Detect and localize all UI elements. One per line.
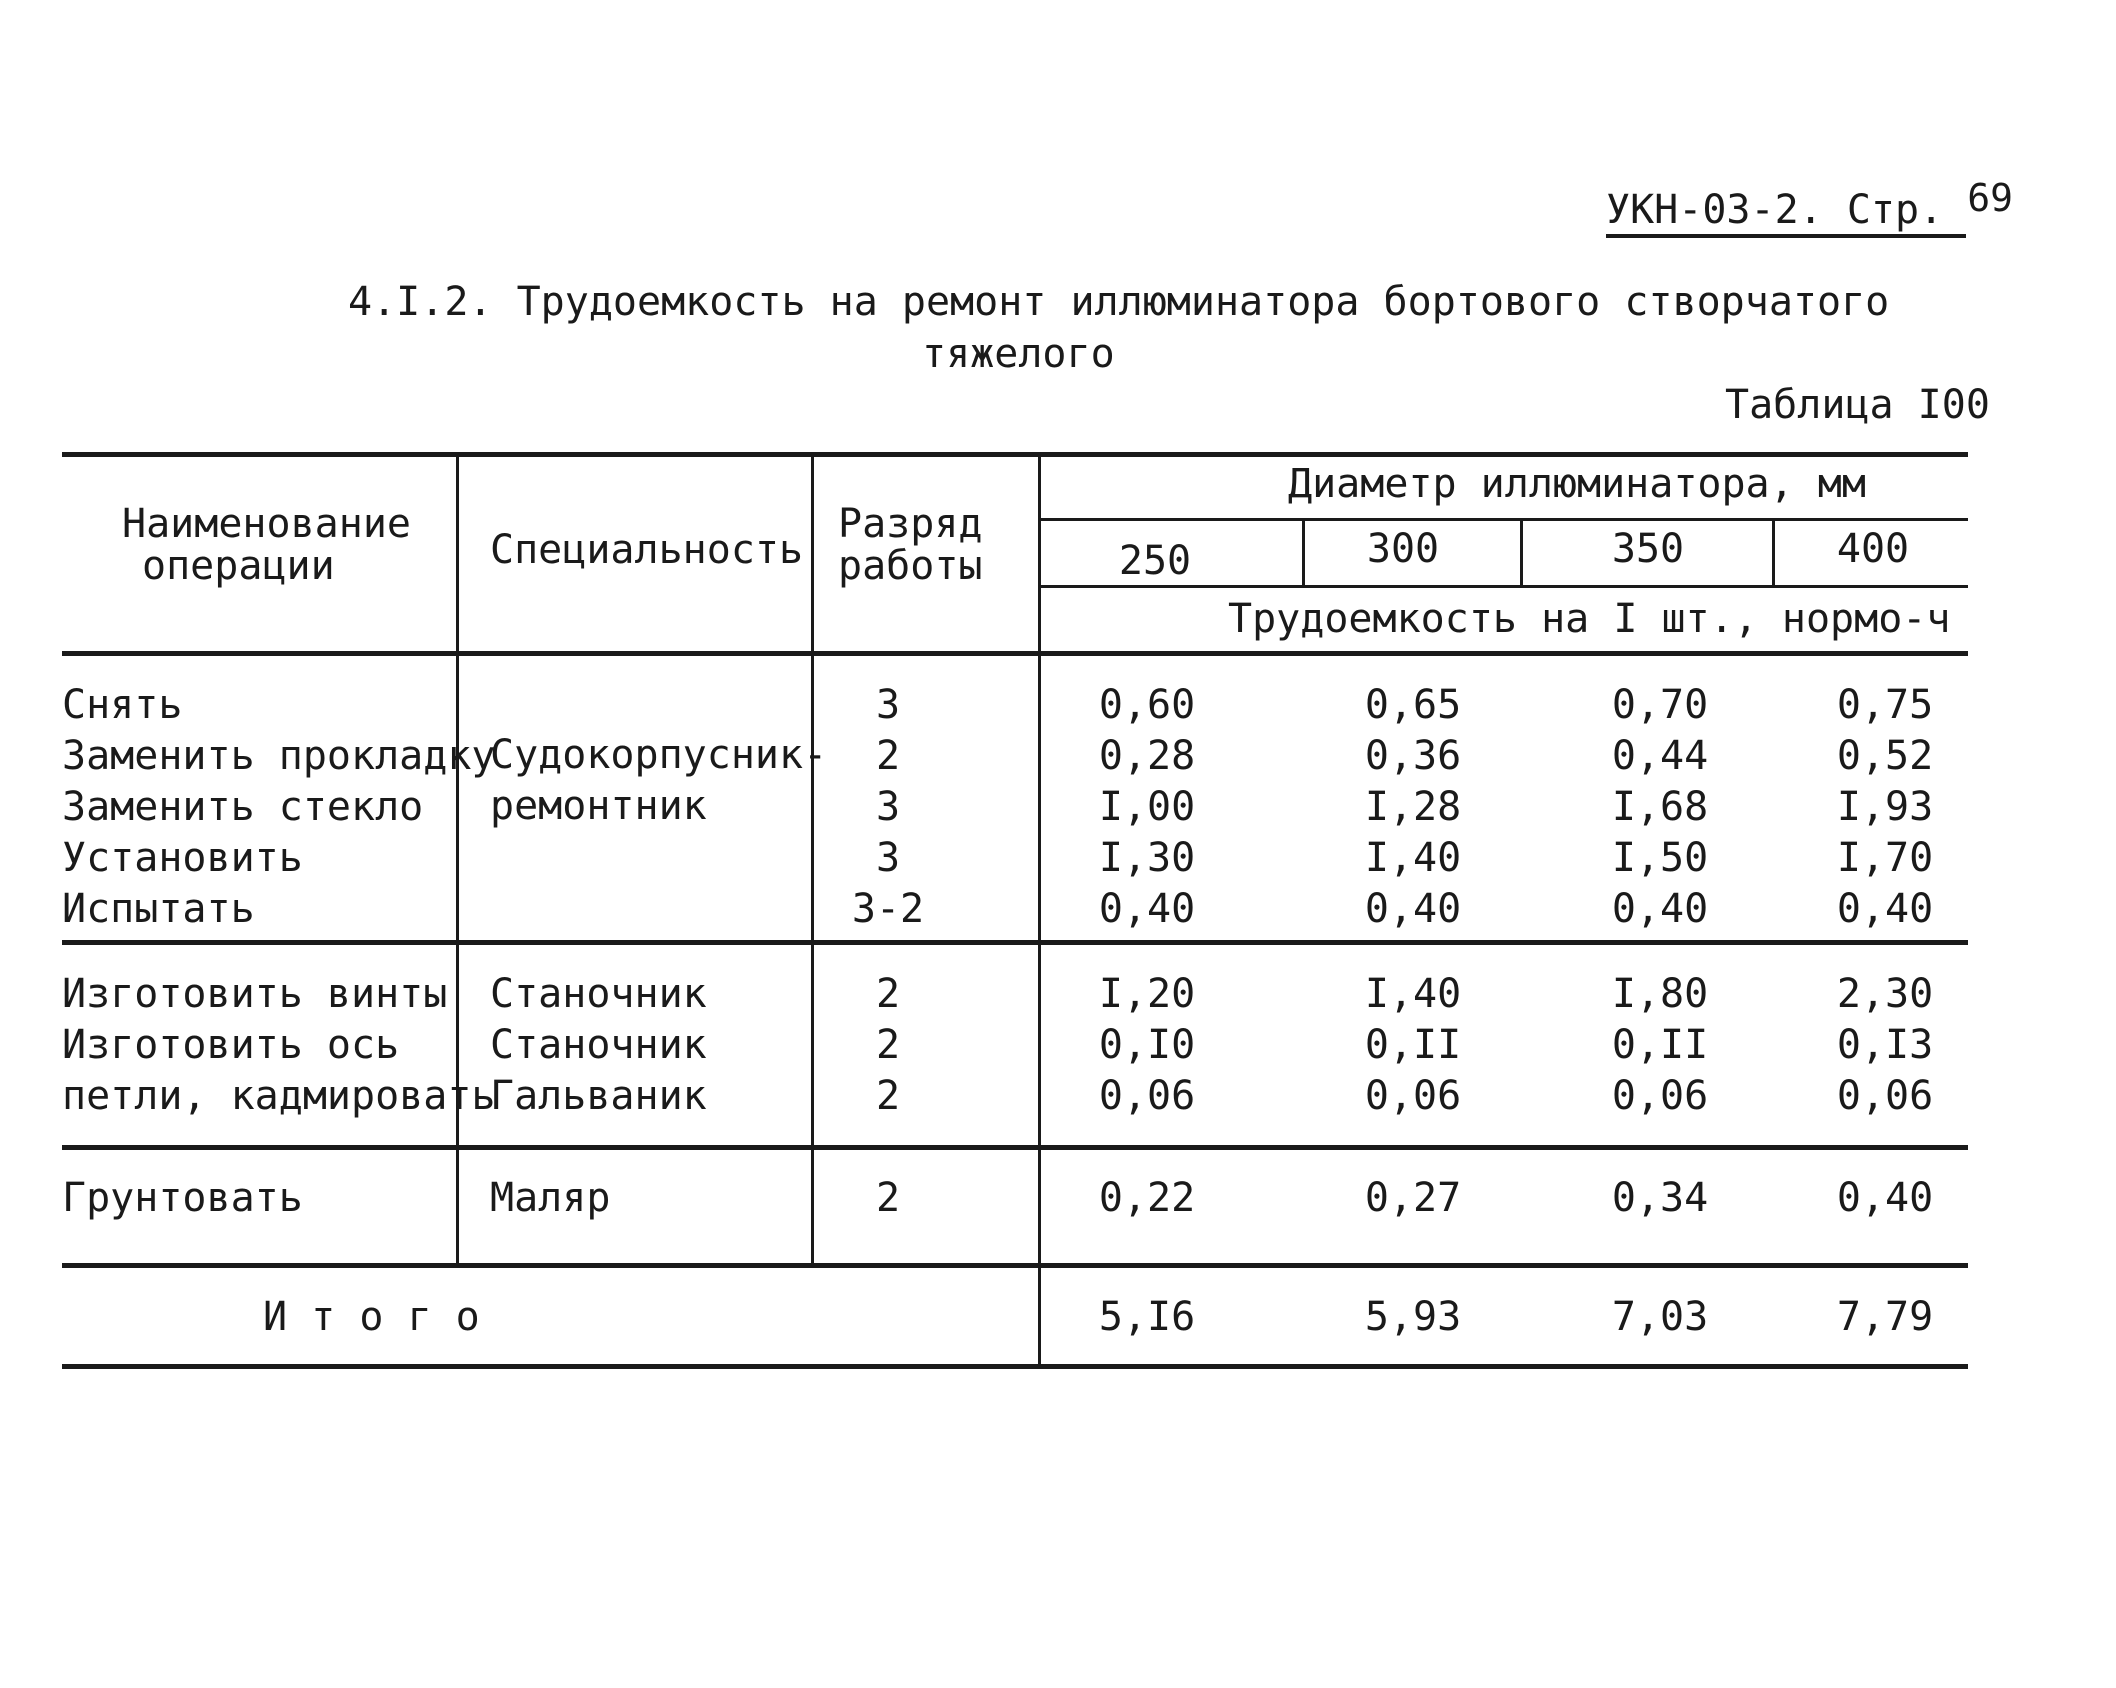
page-number: 69: [1967, 176, 2014, 220]
total-value-400: 7,79: [1836, 1294, 1934, 1340]
header-diameter-250: 250: [1118, 538, 1192, 584]
value-cell-350: 0,44: [1611, 733, 1709, 779]
operation-column-divider: [456, 452, 459, 1263]
header-grade-line-2: работы: [838, 543, 983, 589]
diameter-divider-2: [1520, 518, 1523, 585]
diameter-group-rule: [1040, 518, 1968, 521]
page-reference: [1606, 176, 2014, 233]
table-label: Таблица I00: [1725, 382, 1990, 428]
grade-cell: 2: [875, 1022, 901, 1068]
value-cell-300: I,28: [1364, 784, 1462, 830]
operation-cell: Заменить прокладку: [62, 733, 496, 779]
header-operation-line-2: операции: [142, 543, 335, 589]
value-cell-400: I,70: [1836, 835, 1934, 881]
value-cell-250: I,20: [1098, 971, 1196, 1017]
value-cell-400: 0,I3: [1836, 1022, 1934, 1068]
table-top-rule: [62, 452, 1968, 457]
specialty-cell-line-1: Судокорпусник-: [490, 732, 828, 778]
value-cell-300: 0,27: [1364, 1175, 1462, 1221]
value-cell-350: I,68: [1611, 784, 1709, 830]
section-title-line-1: 4.I.2. Трудоемкость на ремонт иллюминатора бортового створчатого: [348, 279, 1890, 325]
header-unit-row: Трудоемкость на I шт., нормо-ч: [1228, 596, 1951, 642]
value-cell-400: 0,06: [1836, 1073, 1934, 1119]
grade-cell: 3-2: [851, 886, 925, 932]
value-cell-300: 0,65: [1364, 682, 1462, 728]
header-diameter-400: 400: [1836, 526, 1910, 572]
value-cell-300: 0,36: [1364, 733, 1462, 779]
grade-cell: 2: [875, 1073, 901, 1119]
header-diameter-300: 300: [1366, 526, 1440, 572]
header-grade-line-1: Разряд: [838, 501, 983, 547]
operation-cell: Грунтовать: [62, 1175, 303, 1221]
value-cell-300: 0,II: [1364, 1022, 1462, 1068]
diameter-values-rule: [1040, 585, 1968, 588]
value-cell-400: 0,52: [1836, 733, 1934, 779]
grade-cell: 3: [875, 682, 901, 728]
value-cell-250: I,00: [1098, 784, 1196, 830]
diameter-divider-1: [1302, 518, 1305, 585]
total-value-250: 5,I6: [1098, 1294, 1196, 1340]
specialty-cell: Маляр: [490, 1175, 611, 1221]
value-cell-300: 0,06: [1364, 1073, 1462, 1119]
specialty-cell: Станочник: [490, 971, 707, 1017]
total-label: И т о г о: [263, 1294, 480, 1340]
group-2-bottom-rule: [62, 1145, 1968, 1150]
value-cell-400: 0,75: [1836, 682, 1934, 728]
value-cell-300: 0,40: [1364, 886, 1462, 932]
total-value-300: 5,93: [1364, 1294, 1462, 1340]
value-cell-250: 0,06: [1098, 1073, 1196, 1119]
value-cell-350: I,80: [1611, 971, 1709, 1017]
group-3-bottom-rule: [62, 1263, 1968, 1268]
reference-underline: [1606, 234, 1966, 238]
specialty-cell: Гальваник: [490, 1073, 707, 1119]
header-bottom-rule: [62, 651, 1968, 656]
value-cell-350: 0,34: [1611, 1175, 1709, 1221]
value-cell-350: 0,40: [1611, 886, 1709, 932]
value-cell-300: I,40: [1364, 835, 1462, 881]
value-cell-400: 0,40: [1836, 886, 1934, 932]
value-cell-250: I,30: [1098, 835, 1196, 881]
grade-column-divider: [1038, 452, 1041, 1364]
grade-cell: 2: [875, 733, 901, 779]
value-cell-250: 0,60: [1098, 682, 1196, 728]
value-cell-400: 0,40: [1836, 1175, 1934, 1221]
operation-cell: Заменить стекло: [62, 784, 424, 830]
total-value-350: 7,03: [1611, 1294, 1709, 1340]
diameter-divider-3: [1772, 518, 1775, 585]
header-specialty: Специальность: [490, 527, 804, 573]
value-cell-300: I,40: [1364, 971, 1462, 1017]
operation-cell: Изготовить винты: [62, 971, 448, 1017]
value-cell-350: 0,06: [1611, 1073, 1709, 1119]
operation-cell: Снять: [62, 682, 183, 728]
grade-cell: 2: [875, 1175, 901, 1221]
header-operation-line-1: Наименование: [122, 501, 411, 547]
table-bottom-rule: [62, 1364, 1968, 1369]
value-cell-400: I,93: [1836, 784, 1934, 830]
operation-cell: Испытать: [62, 886, 255, 932]
specialty-column-divider: [811, 452, 814, 1263]
header-diameter-group: Диаметр иллюминатора, мм: [1288, 461, 1866, 507]
value-cell-350: 0,II: [1611, 1022, 1709, 1068]
value-cell-250: 0,40: [1098, 886, 1196, 932]
value-cell-350: 0,70: [1611, 682, 1709, 728]
operation-cell: Изготовить ось: [62, 1022, 400, 1068]
value-cell-250: 0,28: [1098, 733, 1196, 779]
grade-cell: 2: [875, 971, 901, 1017]
document-reference: УКН-03-2. Стр.: [1606, 187, 1944, 233]
value-cell-250: 0,I0: [1098, 1022, 1196, 1068]
section-title-line-2: тяжелого: [922, 331, 1115, 377]
header-diameter-350: 350: [1611, 526, 1685, 572]
value-cell-400: 2,30: [1836, 971, 1934, 1017]
specialty-cell-line-2: ремонтник: [490, 783, 707, 829]
operation-cell: Установить: [62, 835, 303, 881]
specialty-cell: Станочник: [490, 1022, 707, 1068]
grade-cell: 3: [875, 835, 901, 881]
value-cell-250: 0,22: [1098, 1175, 1196, 1221]
grade-cell: 3: [875, 784, 901, 830]
value-cell-350: I,50: [1611, 835, 1709, 881]
operation-cell: петли, кадмировать: [62, 1073, 496, 1119]
group-1-bottom-rule: [62, 940, 1968, 945]
